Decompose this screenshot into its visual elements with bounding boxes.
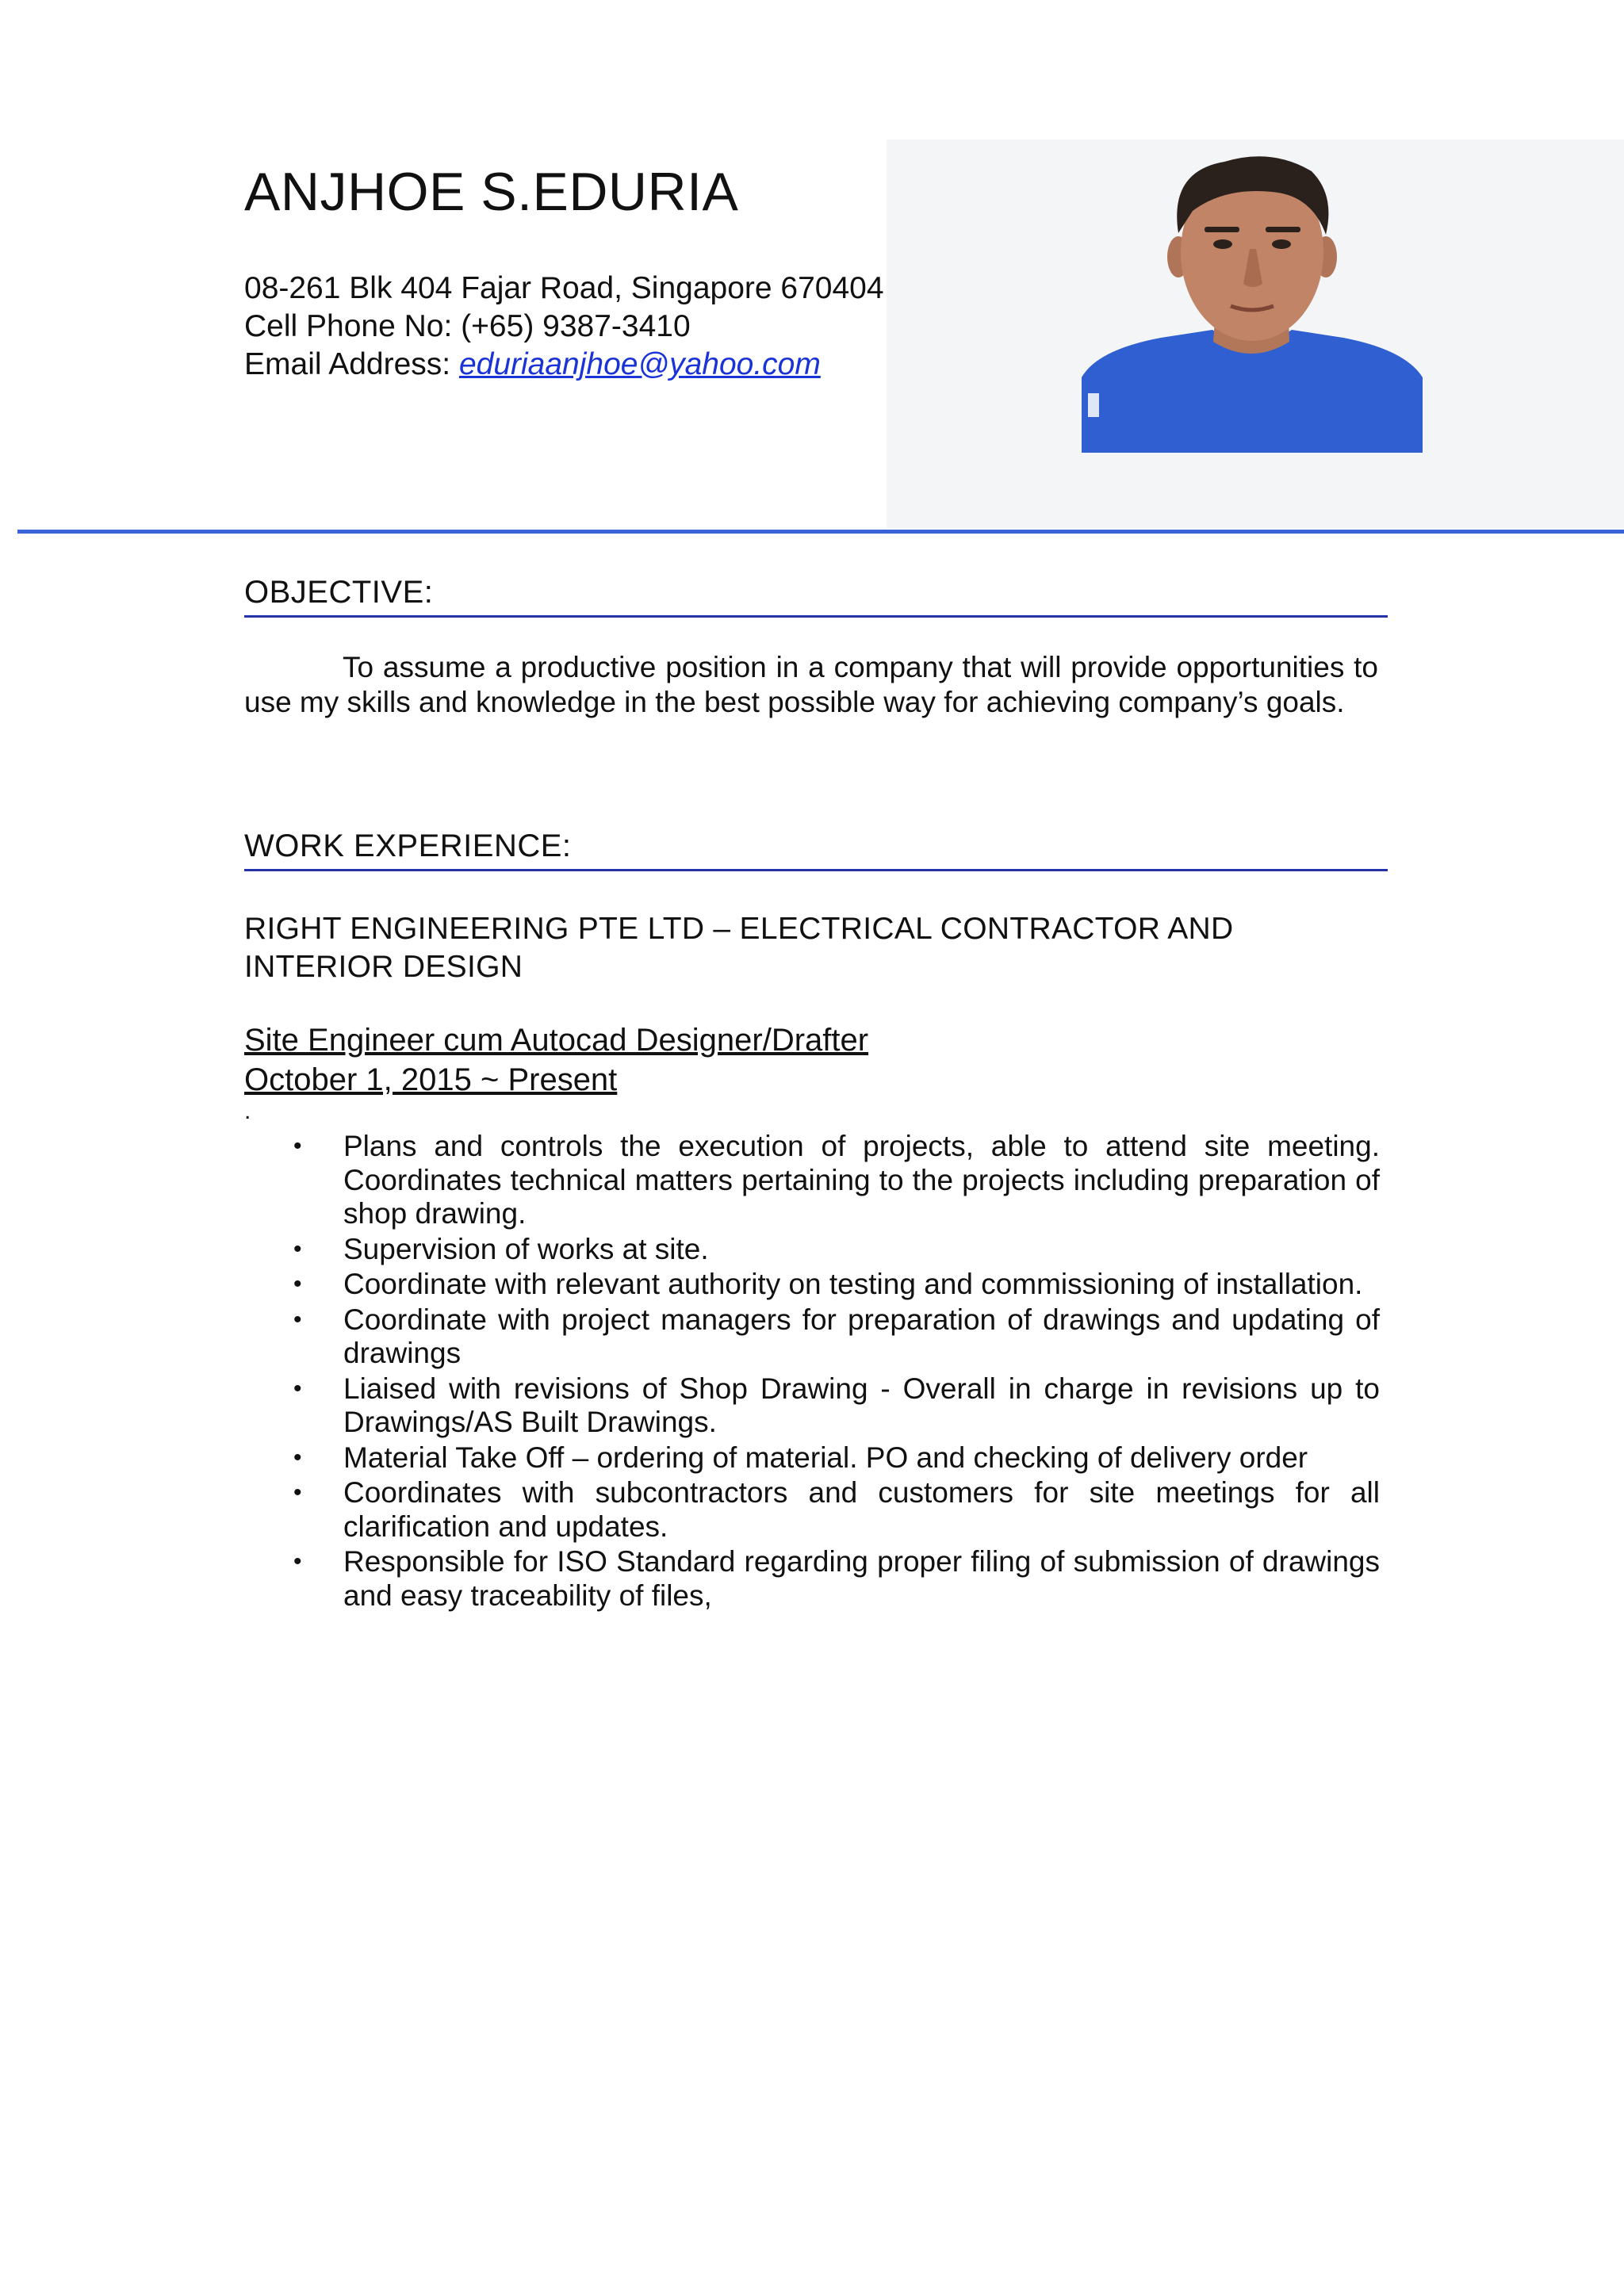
bullet-icon: • [293, 1548, 302, 1575]
list-item [244, 1441, 1380, 1475]
left-brow [1205, 227, 1239, 232]
list-item [244, 1130, 1380, 1231]
duty-text: Liaised with revisions of Shop Drawing - Overall in charge in revisions up to Drawings/AS Built Drawings. [343, 1372, 1380, 1438]
list-item [244, 1545, 1380, 1613]
employment-period: October 1, 2015 ~ Present [244, 1062, 618, 1097]
candidate-name: ANJHOE S.EDURIA [244, 162, 739, 222]
list-item [244, 1372, 1380, 1440]
contact-block [244, 270, 884, 384]
phone-line [244, 308, 884, 346]
list-item [244, 1476, 1380, 1544]
bullet-icon: • [293, 1479, 302, 1506]
duty-text: Material Take Off – ordering of material. PO and checking of delivery order [343, 1441, 1308, 1474]
shirt-logo [1088, 393, 1099, 417]
company-name: RIGHT ENGINEERING PTE LTD – ELECTRICAL CONTRACTOR AND INTERIOR DESIGN [244, 912, 1234, 984]
duty-text: Supervision of works at site. [343, 1232, 709, 1265]
phone-label: Cell Phone No: [244, 309, 453, 343]
right-eye [1272, 239, 1291, 249]
left-eye [1213, 239, 1232, 249]
phone-value: (+65) 9387-3410 [461, 309, 691, 343]
list-item [244, 1233, 1380, 1267]
email-link[interactable]: eduriaanjhoe@yahoo.com [458, 347, 821, 381]
duty-text: Coordinate with relevant authority on testing and commissioning of installation. [343, 1268, 1363, 1300]
bullet-icon: • [293, 1375, 302, 1402]
duty-text: Coordinates with subcontractors and customers for site meetings for all clarification and updates. [343, 1476, 1380, 1543]
job-title: Site Engineer cum Autocad Designer/Drafter [244, 1023, 869, 1058]
bullet-icon: • [293, 1444, 302, 1471]
bullet-icon: • [293, 1133, 302, 1159]
work-experience-heading: WORK EXPERIENCE: [244, 828, 1388, 871]
objective-heading: OBJECTIVE: [244, 575, 1388, 618]
bullet-icon: • [293, 1271, 302, 1297]
bullet-icon: • [293, 1235, 302, 1262]
bullet-icon: • [293, 1306, 302, 1333]
objective-text: To assume a productive position in a company that will provide opportunities to use my skills and knowledge in the best possible way for achieving company’s goals. [244, 651, 1378, 718]
profile-photo [1074, 140, 1429, 453]
list-item [244, 1303, 1380, 1371]
header-rule [17, 530, 1624, 534]
list-item [244, 1268, 1380, 1302]
duty-text: Plans and controls the execution of projects, able to attend site meeting. Coordinates technical matters pertaining to the projects including preparation of shop drawing. [343, 1130, 1380, 1230]
duty-text: Coordinate with project managers for preparation of drawings and updating of drawings [343, 1303, 1380, 1369]
duty-text: Responsible for ISO Standard regarding proper filing of submission of drawings and easy traceability of files, [343, 1545, 1380, 1612]
right-brow [1266, 227, 1300, 232]
email-label: Email Address: [244, 347, 451, 381]
address: 08-261 Blk 404 Fajar Road, Singapore 670404 [244, 271, 884, 305]
email-line [244, 346, 884, 384]
separator-dot: . [244, 1098, 251, 1124]
duties-list [244, 1130, 1380, 1614]
